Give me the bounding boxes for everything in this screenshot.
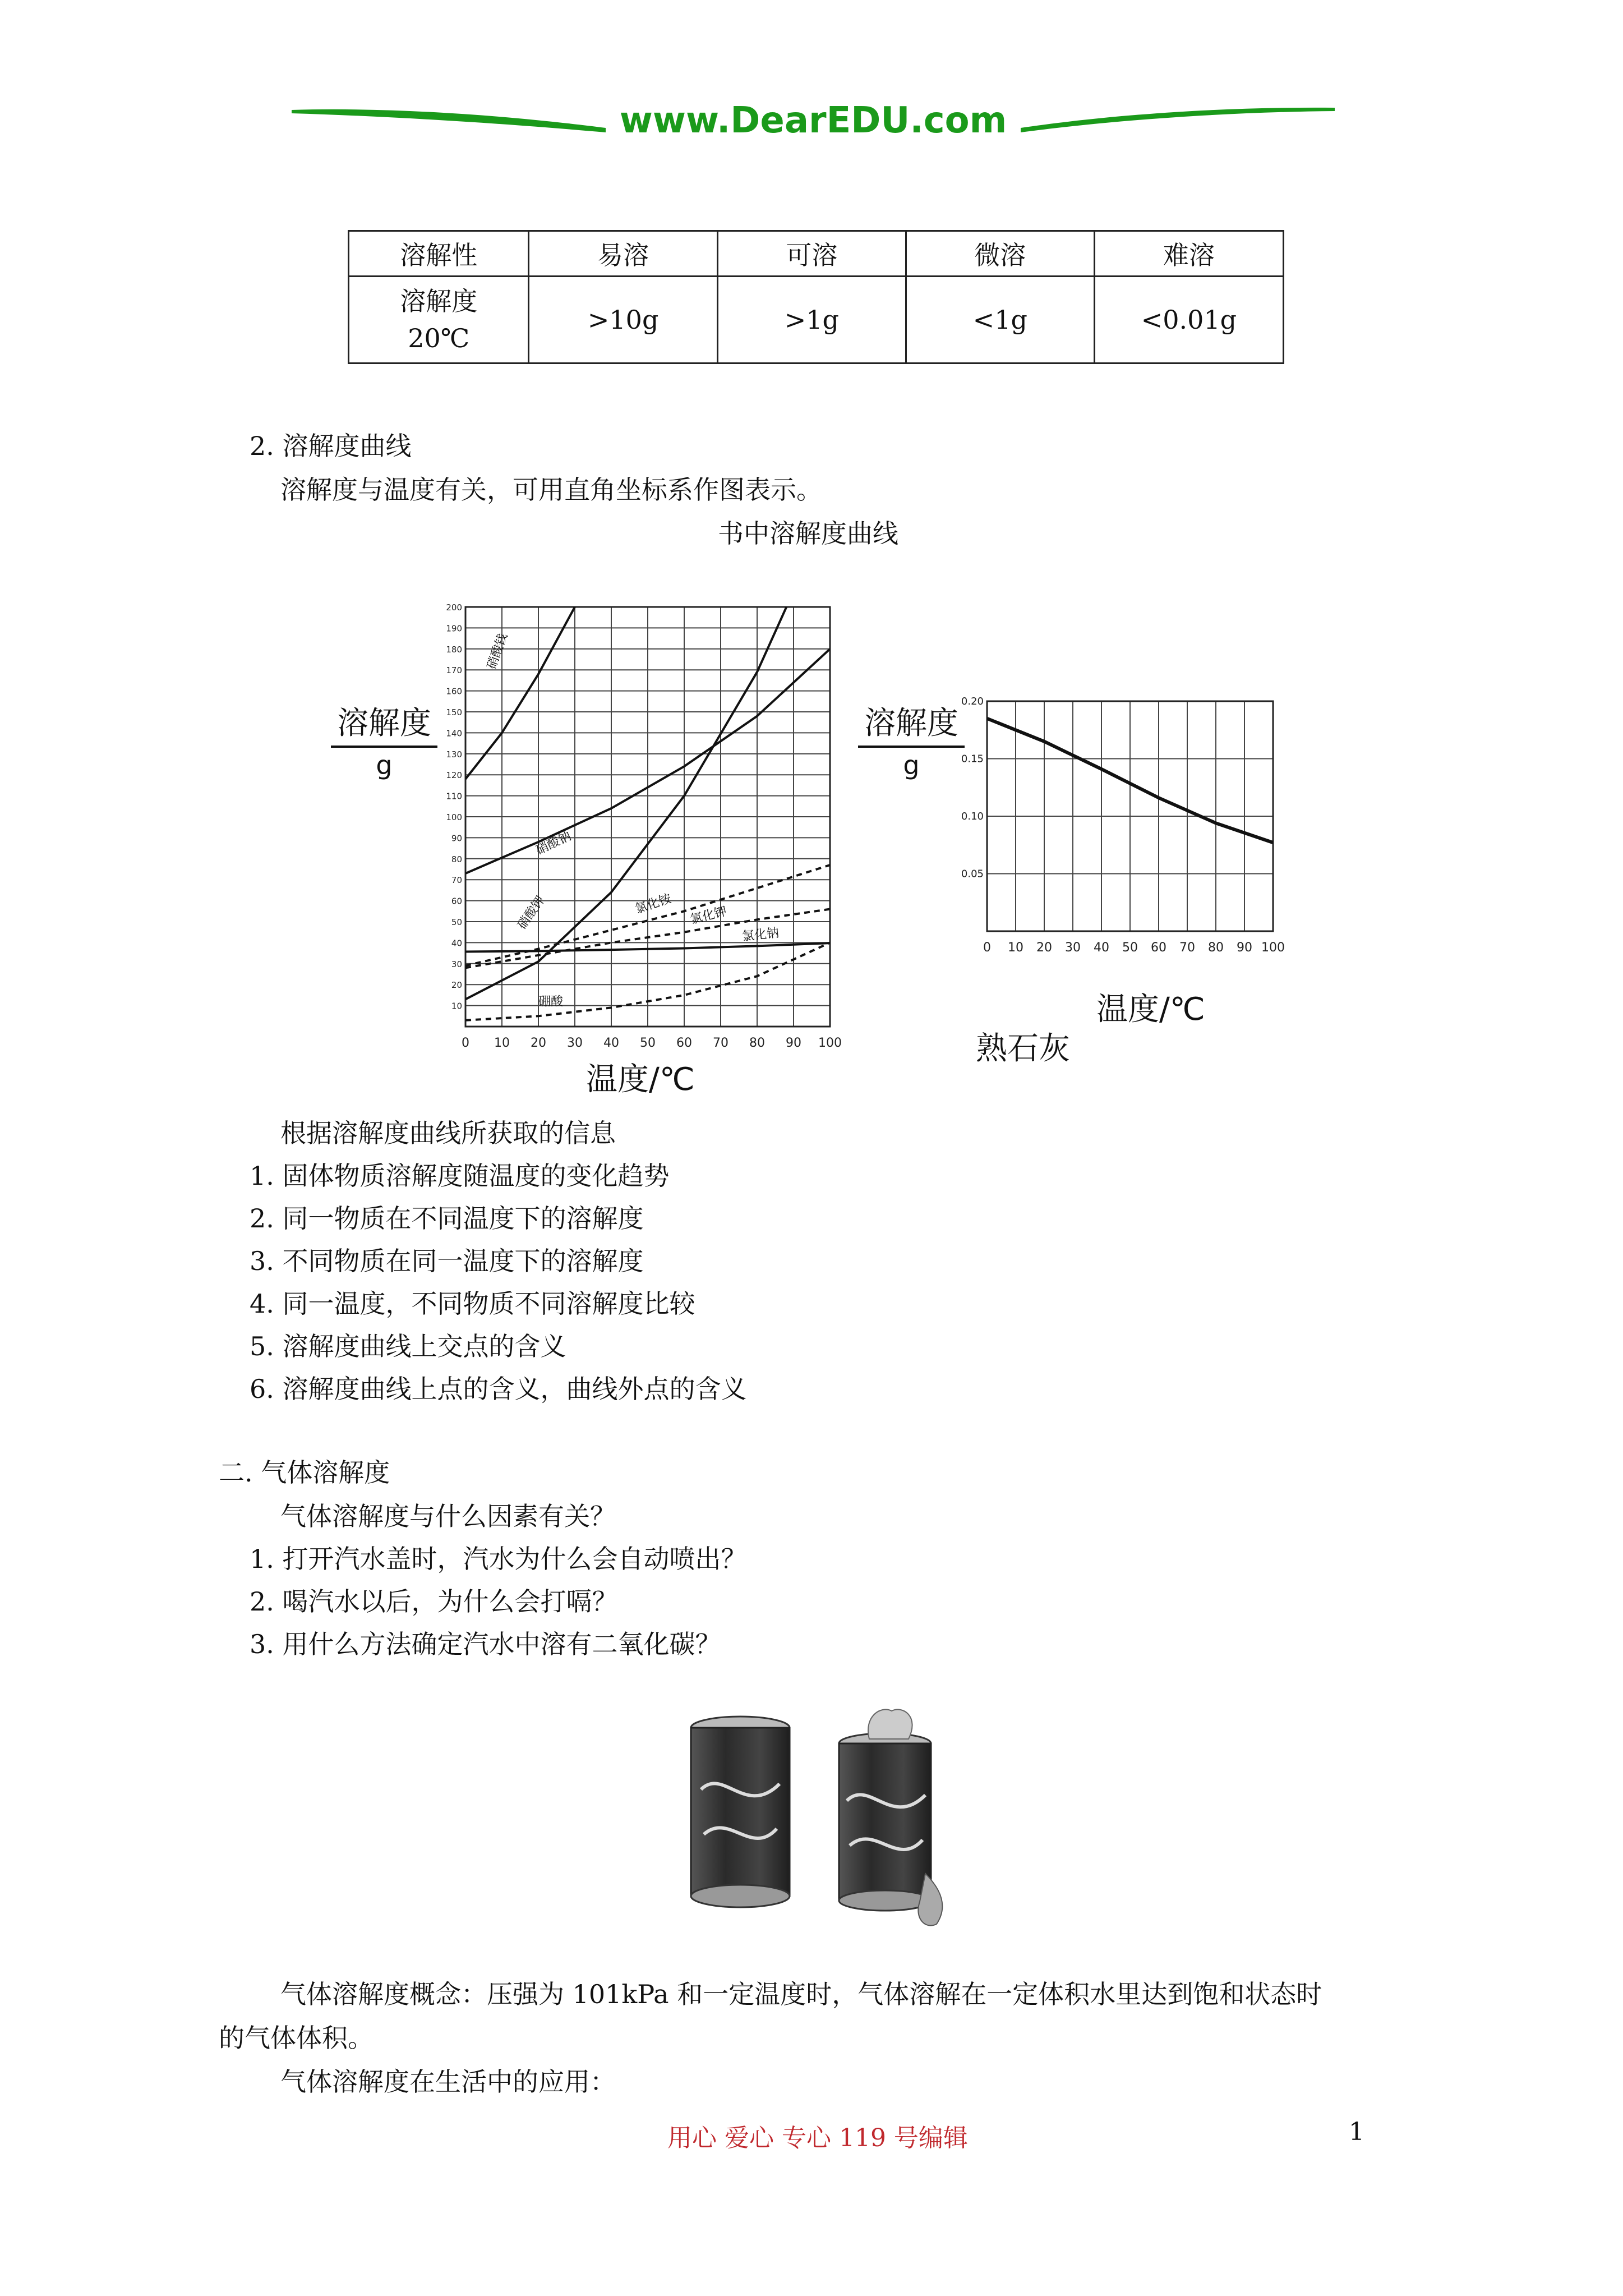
table-row: [349, 231, 1284, 277]
table-cell: 易溶: [529, 231, 717, 277]
series-label: 硝酸钱: [485, 631, 511, 671]
x-tick-label: 80: [749, 1036, 765, 1050]
table-cell: [349, 277, 529, 364]
x-tick-label: 100: [818, 1036, 842, 1050]
x-tick-label: 10: [494, 1036, 510, 1050]
table-cell: 溶解性: [349, 231, 529, 277]
figure-caption: 书中溶解度曲线: [718, 518, 898, 549]
section-heading: 2. 溶解度曲线: [250, 431, 412, 461]
list-item: 2. 喝汽水以后，为什么会打嗝？: [250, 1586, 618, 1617]
table-cell: 微溶: [906, 231, 1094, 277]
section-intro: 溶解度与温度有关，可用直角坐标系作图表示。: [280, 475, 822, 505]
y-tick-label: 110: [446, 791, 462, 802]
table-cell: 可溶: [717, 231, 906, 277]
series-line: [465, 607, 575, 779]
x-tick-label: 0: [462, 1036, 469, 1050]
solubility-table: [348, 230, 1284, 364]
table-cell: 难溶: [1094, 231, 1283, 277]
table-cell: <0.01g: [1094, 277, 1283, 364]
footer-text: 用心 爱心 专心 119 号编辑: [667, 2124, 968, 2152]
y-tick-label: 80: [451, 854, 462, 864]
table-cell: >10g: [529, 277, 717, 364]
gas-question: 气体溶解度与什么因素有关？: [280, 1501, 616, 1531]
y-tick-label: 90: [451, 833, 462, 844]
y-tick-label: 60: [451, 896, 462, 907]
x-tick-label: 80: [1208, 941, 1224, 955]
x-tick-label: 70: [713, 1036, 728, 1050]
x-tick-label: 70: [1179, 941, 1195, 955]
table-cell: >1g: [717, 277, 906, 364]
series-label: 氯化钠: [741, 926, 780, 944]
x-tick-label: 50: [1122, 941, 1138, 955]
gas-concept-line2: 的气体体积。: [219, 2023, 374, 2053]
y-tick-label: 0.10: [961, 811, 984, 822]
x-tick-label: 10: [1008, 941, 1023, 955]
y-tick-label: 10: [451, 1001, 462, 1011]
x-tick-label: 50: [640, 1036, 656, 1050]
y-tick-label: 20: [451, 980, 462, 991]
header-banner: [292, 84, 1335, 151]
table-cell: <1g: [906, 277, 1094, 364]
series-label: 氯化铵: [633, 891, 674, 917]
x-tick-label: 90: [786, 1036, 801, 1050]
y-tick-label: 0.20: [961, 696, 984, 707]
chart2-xlabel: 温度/℃: [1096, 991, 1205, 1028]
y-tick-label: 130: [446, 749, 462, 760]
y-tick-label: 150: [446, 707, 462, 717]
x-tick-label: 40: [603, 1036, 619, 1050]
gas-concept-line1: 气体溶解度概念：压强为 101kPa 和一定温度时，气体溶解在一定体积水里达到饱和状态时: [280, 1979, 1322, 2009]
chart2-caption: 熟石灰: [976, 1030, 1070, 1067]
y-tick-label: 50: [451, 917, 462, 927]
y-tick-label: 120: [446, 770, 462, 781]
list-item: 1. 固体物质溶解度随温度的变化趋势: [250, 1161, 670, 1191]
table-row: [349, 277, 1284, 364]
list-item: 4. 同一温度，不同物质不同溶解度比较: [250, 1289, 695, 1319]
row-label-line2: 20℃: [408, 323, 470, 353]
y-tick-label: 0.05: [961, 868, 984, 880]
y-tick-label: 200: [446, 602, 462, 613]
series-label: 氯化钾: [689, 904, 728, 927]
list-item: 5. 溶解度曲线上交点的含义: [250, 1331, 566, 1361]
chart1-xlabel: 温度/℃: [586, 1061, 695, 1098]
list-item: 6. 溶解度曲线上点的含义，曲线外点的含义: [250, 1374, 747, 1404]
site-logo: www.DearEDU.com: [619, 100, 1007, 141]
x-tick-label: 40: [1094, 941, 1109, 955]
chart2-ylabel: 溶解度 g: [858, 698, 965, 780]
y-tick-label: 0.15: [961, 753, 984, 765]
x-tick-label: 30: [1065, 941, 1081, 955]
y-tick-label: 70: [451, 875, 462, 886]
list-item: 3. 不同物质在同一温度下的溶解度: [250, 1246, 644, 1276]
list-item: 1. 打开汽水盖时，汽水为什么会自动喷出？: [250, 1544, 747, 1574]
y-tick-label: 40: [451, 938, 462, 949]
y-tick-label: 30: [451, 959, 462, 969]
y-tick-label: 160: [446, 686, 462, 697]
list-item: 2. 同一物质在不同温度下的溶解度: [250, 1203, 644, 1234]
y-tick-label: 180: [446, 644, 462, 655]
y-tick-label: 170: [446, 665, 462, 676]
x-tick-label: 100: [1261, 941, 1285, 955]
x-tick-label: 30: [567, 1036, 583, 1050]
row-label-line1: 溶解度: [400, 286, 478, 316]
gas-application: 气体溶解度在生活中的应用：: [280, 2067, 616, 2097]
y-tick-label: 140: [446, 728, 462, 739]
x-tick-label: 90: [1237, 941, 1252, 955]
list-item: 3. 用什么方法确定汽水中溶有二氧化碳？: [250, 1629, 721, 1659]
solubility-chart-main: [437, 595, 864, 1055]
x-tick-label: 60: [676, 1036, 692, 1050]
series-label: 硼酸: [538, 995, 564, 1009]
soda-cans-image: [679, 1705, 953, 1941]
page-number: 1: [1349, 2118, 1364, 2146]
chart1-ylabel: 溶解度 g: [331, 698, 437, 780]
series-label: 硝酸钾: [515, 893, 548, 932]
x-tick-label: 0: [983, 941, 991, 955]
x-tick-label: 20: [1036, 941, 1052, 955]
gas-heading: 二. 气体溶解度: [219, 1457, 390, 1488]
x-tick-label: 20: [531, 1036, 546, 1050]
y-tick-label: 190: [446, 623, 462, 634]
solubility-chart-lime: [953, 684, 1290, 976]
x-tick-label: 60: [1151, 941, 1166, 955]
info-intro: 根据溶解度曲线所获取的信息: [280, 1118, 616, 1148]
y-tick-label: 100: [446, 812, 462, 822]
series-label: 硝酸钠: [533, 829, 574, 858]
